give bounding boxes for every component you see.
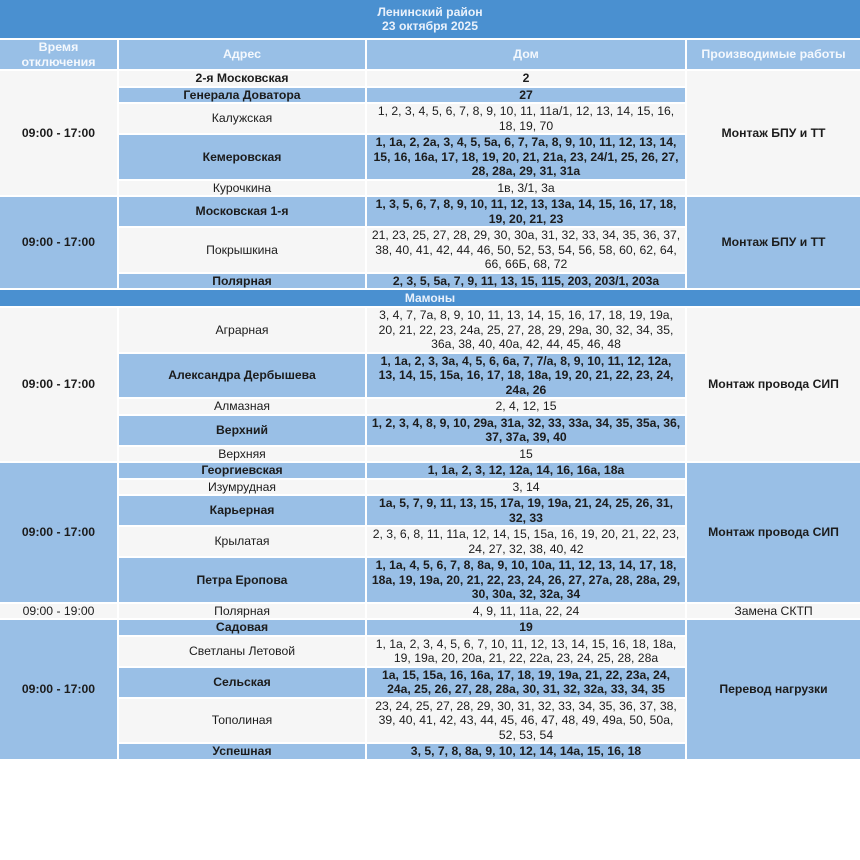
street-cell: Тополиная <box>119 699 365 743</box>
street-cell: Алмазная <box>119 399 365 414</box>
street-cell: Верхний <box>119 416 365 445</box>
houses-cell: 23, 24, 25, 27, 28, 29, 30, 31, 32, 33, 34, 35, 36, 37, 38, 39, 40, 41, 42, 43, 44, 45, 46, 47, 48, 49, 49а, 50, 50а, 52, 53, 54 <box>367 699 685 743</box>
street-cell: Александра Дербышева <box>119 354 365 398</box>
houses-cell: 1, 1а, 2, 2а, 3, 4, 5, 5а, 6, 7, 7а, 8, 9, 10, 11, 12, 13, 14, 15, 16, 16а, 17, 18, 19, 20, 21, 21а, 23, 24/1, 25, 26, 27, 28, 28а, 29, 31, 31а <box>367 135 685 179</box>
outage-time-cell: 09:00 - 17:00 <box>0 308 117 461</box>
houses-cell: 27 <box>367 88 685 103</box>
houses-cell: 1, 1а, 2, 3, 12, 12а, 14, 16, 16а, 18а <box>367 463 685 478</box>
street-cell: Садовая <box>119 620 365 635</box>
table-row <box>0 463 860 478</box>
work-type-cell: Монтаж БПУ и ТТ <box>687 71 860 195</box>
street-cell: Покрышкина <box>119 228 365 272</box>
houses-cell: 3, 4, 7, 7а, 8, 9, 10, 11, 13, 14, 15, 16, 17, 18, 19, 19а, 20, 21, 22, 23, 24а, 25, 27, 28, 29, 29а, 30, 32, 34, 35, 36а, 38, 40, 40а, 42, 44, 45, 46, 48 <box>367 308 685 352</box>
houses-cell: 1, 2, 3, 4, 5, 6, 7, 8, 9, 10, 11, 11а/1, 12, 13, 14, 15, 16, 18, 19, 70 <box>367 104 685 133</box>
street-cell: Изумрудная <box>119 480 365 495</box>
street-cell: Крылатая <box>119 527 365 556</box>
houses-cell: 21, 23, 25, 27, 28, 29, 30, 30а, 31, 32, 33, 34, 35, 36, 37, 38, 40, 41, 42, 44, 46, 50, 52, 53, 54, 56, 58, 60, 62, 64, 66, 66Б, 68, 72 <box>367 228 685 272</box>
houses-cell: 19 <box>367 620 685 635</box>
column-header-work: Производимые работы <box>687 40 860 69</box>
houses-cell: 2, 4, 12, 15 <box>367 399 685 414</box>
street-cell: Успешная <box>119 744 365 759</box>
street-cell: Светланы Летовой <box>119 637 365 666</box>
houses-cell: 2, 3, 6, 8, 11, 11а, 12, 14, 15, 15а, 16, 19, 20, 21, 22, 23, 24, 27, 32, 38, 40, 42 <box>367 527 685 556</box>
street-cell: Верхняя <box>119 447 365 462</box>
work-type-cell: Монтаж провода СИП <box>687 463 860 602</box>
street-cell: Сельская <box>119 668 365 697</box>
work-type-cell: Замена СКТП <box>687 604 860 619</box>
street-cell: Курочкина <box>119 181 365 196</box>
table-title <box>0 0 860 38</box>
street-cell: Аграрная <box>119 308 365 352</box>
houses-cell: 1а, 15, 15а, 16, 16а, 17, 18, 19, 19а, 21, 22, 23а, 24, 24а, 25, 26, 27, 28, 28а, 30, 31, 32, 32а, 33, 34, 35 <box>367 668 685 697</box>
outage-time-cell: 09:00 - 17:00 <box>0 71 117 195</box>
street-cell: Московская 1-я <box>119 197 365 226</box>
table-row <box>0 604 860 619</box>
houses-cell: 1, 1а, 2, 3, 3а, 4, 5, 6, 6а, 7, 7/а, 8, 9, 10, 11, 12, 12а, 13, 14, 15, 15а, 16, 17, 18, 18а, 19, 20, 21, 22, 23, 24, 24а, 26 <box>367 354 685 398</box>
outage-time-cell: 09:00 - 17:00 <box>0 620 117 759</box>
houses-cell: 3, 5, 7, 8, 8а, 9, 10, 12, 14, 14а, 15, 16, 18 <box>367 744 685 759</box>
table-row <box>0 308 860 352</box>
houses-cell: 1в, 3/1, 3а <box>367 181 685 196</box>
outage-time-cell: 09:00 - 19:00 <box>0 604 117 619</box>
table-row <box>0 197 860 226</box>
houses-cell: 1, 1а, 2, 3, 4, 5, 6, 7, 10, 11, 12, 13, 14, 15, 16, 18, 18а, 19, 19а, 20, 20а, 21, 22, 22а, 23, 24, 25, 28, 28а <box>367 637 685 666</box>
street-cell: Калужская <box>119 104 365 133</box>
street-cell: Петра Еропова <box>119 558 365 602</box>
street-cell: Карьерная <box>119 496 365 525</box>
street-cell: Полярная <box>119 274 365 289</box>
column-header-time: Время отключения <box>0 40 117 69</box>
table-row <box>0 71 860 86</box>
column-header-house: Дом <box>367 40 685 69</box>
houses-cell: 1, 1а, 4, 5, 6, 7, 8, 8а, 9, 10, 10а, 11, 12, 13, 14, 17, 18, 18а, 19, 19а, 20, 21, 22, 23, 24, 26, 27, 27а, 28, 28а, 29, 30, 30а, 32, 32а, 34 <box>367 558 685 602</box>
work-type-cell: Монтаж БПУ и ТТ <box>687 197 860 288</box>
outage-time-cell: 09:00 - 17:00 <box>0 197 117 288</box>
street-cell: Полярная <box>119 604 365 619</box>
houses-cell: 1, 2, 3, 4, 8, 9, 10, 29а, 31а, 32, 33, 33а, 34, 35, 35а, 36, 37, 37а, 39, 40 <box>367 416 685 445</box>
houses-cell: 1, 3, 5, 6, 7, 8, 9, 10, 11, 12, 13, 13а, 14, 15, 16, 17, 18, 19, 20, 21, 23 <box>367 197 685 226</box>
outage-time-cell: 09:00 - 17:00 <box>0 463 117 602</box>
street-cell: Кемеровская <box>119 135 365 179</box>
houses-cell: 3, 14 <box>367 480 685 495</box>
date-title: 23 октября 2025 <box>382 19 478 33</box>
houses-cell: 4, 9, 11, 11а, 22, 24 <box>367 604 685 619</box>
houses-cell: 2, 3, 5, 5а, 7, 9, 11, 13, 15, 115, 203, 203/1, 203а <box>367 274 685 289</box>
street-cell: Генерала Доватора <box>119 88 365 103</box>
street-cell: Георгиевская <box>119 463 365 478</box>
houses-cell: 2 <box>367 71 685 86</box>
work-type-cell: Перевод нагрузки <box>687 620 860 759</box>
section-header-mamony: Мамоны <box>0 290 860 306</box>
table-row <box>0 620 860 635</box>
column-header-address: Адрес <box>119 40 365 69</box>
houses-cell: 1а, 5, 7, 9, 11, 13, 15, 17а, 19, 19а, 21, 24, 25, 26, 31, 32, 33 <box>367 496 685 525</box>
district-title: Ленинский район <box>377 4 483 19</box>
work-type-cell: Монтаж провода СИП <box>687 308 860 461</box>
street-cell: 2-я Московская <box>119 71 365 86</box>
houses-cell: 15 <box>367 447 685 462</box>
